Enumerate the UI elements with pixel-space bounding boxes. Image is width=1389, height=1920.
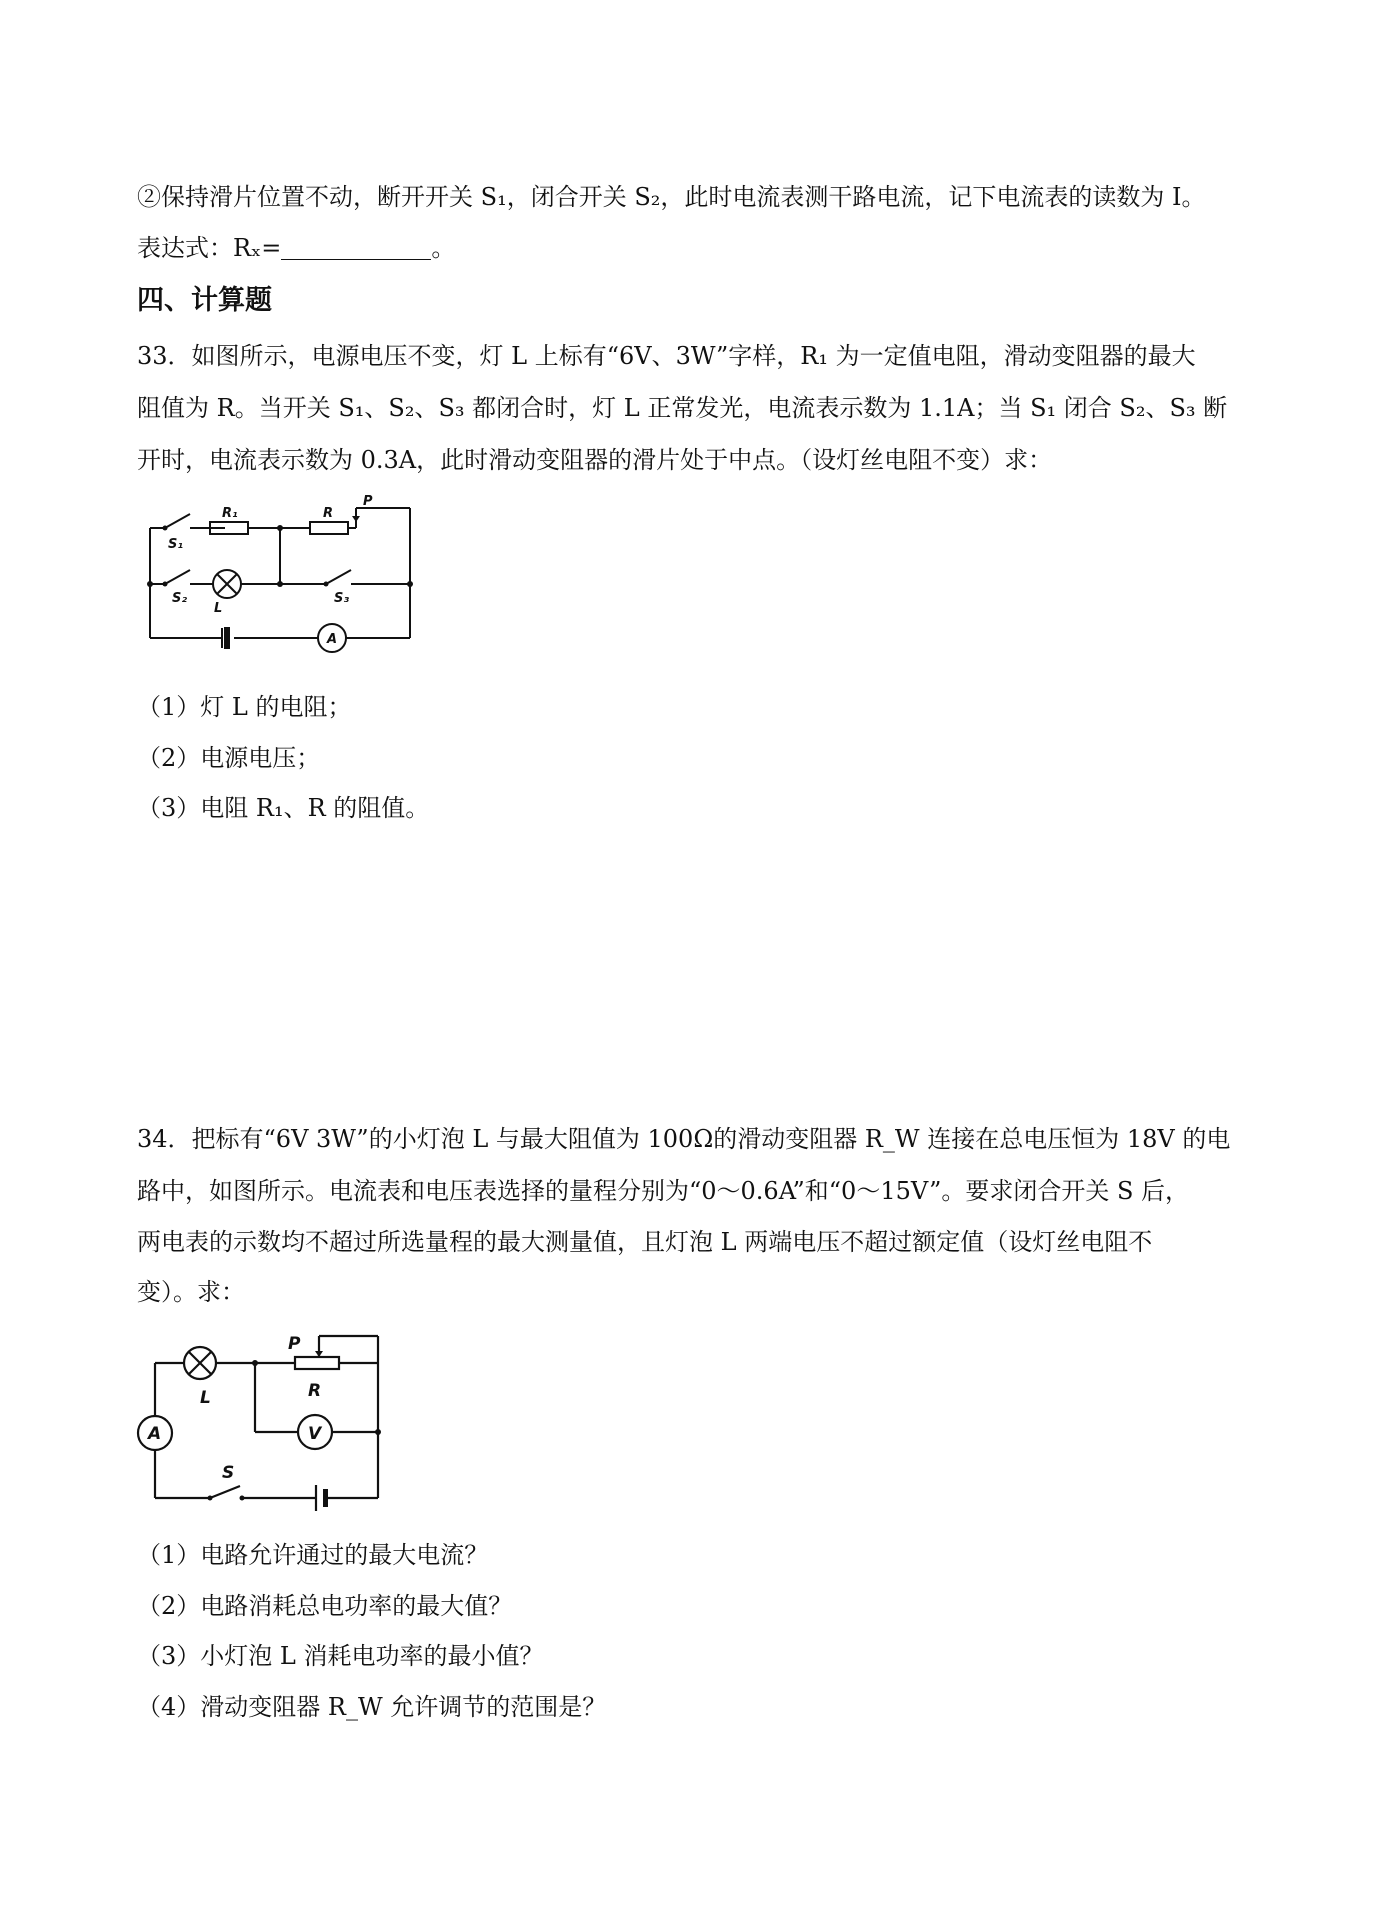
answer-blank[interactable] [281, 235, 431, 260]
label-s1: S₁ [168, 537, 184, 552]
q34-sub-question-3: （3）小灯泡 L 消耗电功率的最小值？ [137, 1642, 544, 1670]
q32-step2-text: ②保持滑片位置不动，断开开关 S₁，闭合开关 S₂，此时电流表测干路电流，记下电流表的读数为 I。 [137, 183, 1206, 211]
q34-sub-question-4: （4）滑动变阻器 R_W 允许调节的范围是？ [137, 1693, 607, 1721]
slider-arrow-icon [352, 516, 360, 522]
battery-icon [323, 1489, 328, 1507]
label-r1: R₁ [222, 506, 238, 521]
q33-sub-question-2: （2）电源电压； [137, 744, 321, 772]
q32-expression-end: 。 [431, 234, 456, 262]
label-r: R [308, 1381, 322, 1401]
label-ammeter: A [327, 632, 338, 647]
label-s: S [222, 1463, 235, 1483]
label-s2: S₂ [172, 591, 188, 606]
q33-sub-question-3: （3）电阻 R₁、R 的阻值。 [137, 794, 430, 822]
q33-circuit-diagram [130, 488, 420, 658]
q32-expression-label: 表达式：Rₓ= [137, 234, 282, 262]
q34-line-1: 34．把标有“6V 3W”的小灯泡 L 与最大阻值为 100Ω的滑动变阻器 R_W 连接在总电压恒为 18V 的电 [137, 1125, 1231, 1153]
q34-circuit-diagram [130, 1318, 390, 1518]
section-title: 四、计算题 [137, 285, 272, 316]
q33-line-1: 33．如图所示，电源电压不变，灯 L 上标有“6V、3W”字样，R₁ 为一定值电阻，滑动变阻器的最大 [137, 342, 1196, 370]
label-r: R [323, 506, 334, 521]
q33-line-3: 开时，电流表示数为 0.3A，此时滑动变阻器的滑片处于中点。（设灯丝电阻不变）求： [137, 446, 1053, 474]
label-p: P [288, 1334, 301, 1354]
label-p: P [363, 494, 373, 509]
label-s3: S₃ [334, 591, 350, 606]
label-voltmeter: V [308, 1424, 322, 1444]
label-ammeter: A [148, 1424, 162, 1444]
q34-line-4: 变）。求： [137, 1278, 245, 1306]
q34-line-3: 两电表的示数均不超过所选量程的最大测量值，且灯泡 L 两端电压不超过额定值（设灯丝电阻不 [137, 1228, 1153, 1256]
q34-line-2: 路中，如图所示。电流表和电压表选择的量程分别为“0～0.6A”和“0～15V”。要求闭合开关 S 后， [137, 1177, 1190, 1205]
label-l: L [200, 1388, 211, 1408]
q33-line-2: 阻值为 R。当开关 S₁、S₂、S₃ 都闭合时，灯 L 正常发光，电流表示数为 1.1A；当 S₁ 闭合 S₂、S₃ 断 [137, 394, 1228, 422]
battery-icon [224, 627, 230, 649]
label-l: L [214, 601, 223, 616]
q33-sub-question-1: （1）灯 L 的电阻； [137, 693, 352, 721]
q32-expression [137, 231, 455, 265]
q34-sub-question-2: （2）电路消耗总电功率的最大值？ [137, 1592, 513, 1620]
q34-sub-question-1: （1）电路允许通过的最大电流？ [137, 1541, 489, 1569]
